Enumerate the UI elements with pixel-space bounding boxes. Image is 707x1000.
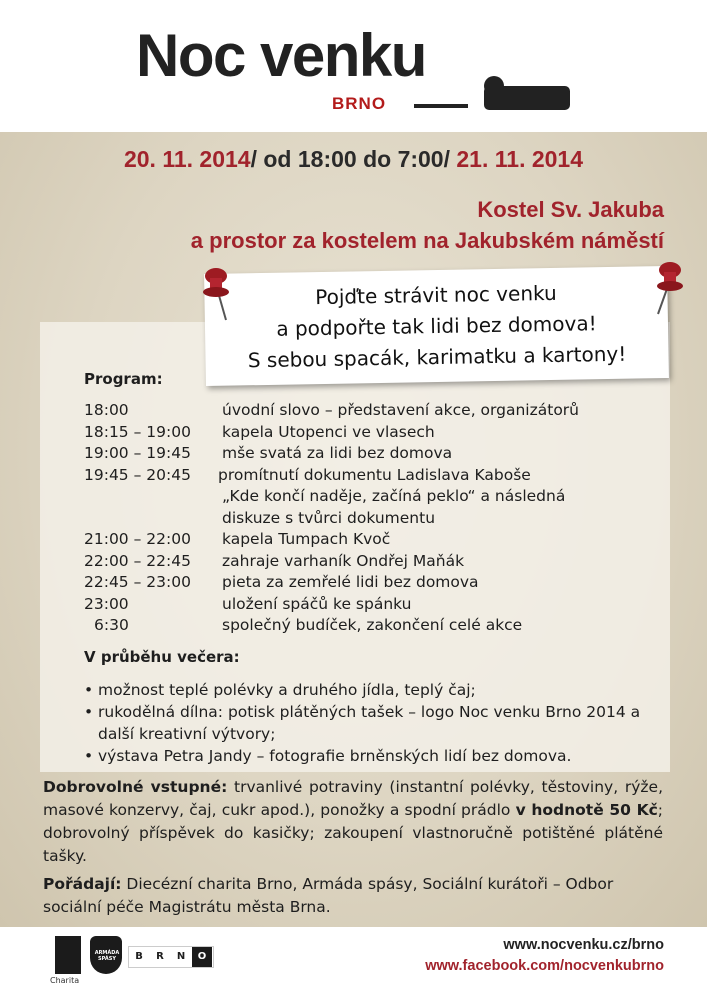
- program-time: 23:00: [84, 594, 129, 613]
- invitation-note: [204, 266, 669, 386]
- program-list: [84, 400, 664, 637]
- program-time: 22:00 – 22:45: [84, 551, 191, 570]
- program-row: [84, 422, 664, 444]
- program-desc: kapela Tumpach Kvoč: [222, 530, 391, 548]
- web-links: [425, 935, 664, 977]
- program-row: [84, 594, 664, 616]
- program-desc: mše svatá za lidi bez domova: [222, 444, 453, 462]
- organizers-text: Diecézní charita Brno, Armáda spásy, Sociální kurátoři – Odbor sociální péče Magistrátu města Brna.: [43, 875, 614, 916]
- program-row: [84, 400, 664, 422]
- logo-underline: [414, 104, 468, 108]
- program-row: [84, 443, 664, 465]
- program-time: 19:00 – 19:45: [84, 444, 191, 462]
- website-link[interactable]: www.nocvenku.cz/brno: [503, 937, 664, 953]
- brno-letter: B: [129, 947, 150, 967]
- list-item: • rukodělná dílna: potisk plátěných tašek – logo Noc venku Brno 2014 a další kreativní výtvory;: [84, 701, 664, 745]
- venue: [191, 194, 664, 256]
- program-time: [84, 486, 222, 508]
- fee-amount: v hodnotě 50 Kč: [515, 801, 658, 819]
- note-line-2: a podpořte tak lidi bez domova!: [276, 311, 597, 341]
- program-row: [84, 615, 664, 637]
- time-range: / od 18:00 do 7:00/: [250, 146, 457, 172]
- program-desc: pieta za zemřelé lidi bez domova: [222, 573, 479, 591]
- program-time: 19:45 – 20:45: [84, 465, 191, 484]
- army-label: ARMÁDA SPÁSY: [94, 950, 120, 962]
- charita-logo: [55, 936, 81, 974]
- program-row: [84, 508, 664, 530]
- list-item: • možnost teplé polévky a druhého jídla, teplý čaj;: [84, 679, 664, 701]
- fee-text-end: ; dobrovolný příspěvek do kasičky; zakoupení vlastnoručně potištěné plátěné tašky.: [43, 801, 664, 865]
- fee-text: trvanlivé potraviny (instantní polévky, těstoviny, rýže, masové konzervy, čaj, cukr apod.), ponožky a spodní prádlo: [43, 778, 663, 819]
- program-time: 21:00 – 22:00: [84, 530, 191, 548]
- brno-letter: N: [171, 947, 192, 967]
- program-desc: diskuze s tvůrci dokumentu: [222, 508, 436, 527]
- program-time: [84, 508, 222, 530]
- program-time: 18:00: [84, 401, 129, 419]
- brno-logo: [128, 946, 214, 968]
- program-desc: společný budíček, zakončení celé akce: [222, 616, 523, 634]
- fee-label: Dobrovolné vstupné:: [43, 778, 228, 796]
- program-time: 22:45 – 23:00: [84, 573, 191, 591]
- charita-label: Charita: [50, 976, 80, 985]
- program-row: [84, 529, 664, 551]
- program-desc: úvodní slovo – představení akce, organizátorů: [222, 401, 579, 419]
- program-row: [84, 572, 664, 594]
- program-row: [84, 465, 664, 487]
- venue-line-2: a prostor za kostelem na Jakubském náměstí: [190, 228, 664, 253]
- during-heading: V průběhu večera:: [84, 648, 240, 666]
- program-desc: „Kde končí naděje, začíná peklo“ a následná: [222, 487, 566, 505]
- entry-fee: [43, 776, 663, 868]
- program-time: 6:30: [94, 616, 129, 634]
- during-list: [84, 679, 664, 767]
- program-desc: zahraje varhaník Ondřej Maňák: [222, 551, 465, 570]
- note-line-3: S sebou spacák, karimatku a kartony!: [247, 341, 627, 373]
- note-line-1: Pojďte strávit noc venku: [315, 280, 557, 310]
- program-desc: promítnutí dokumentu Ladislava Kaboše: [218, 465, 531, 484]
- program-heading: Program:: [84, 370, 163, 388]
- end-date: 21. 11. 2014: [456, 146, 584, 172]
- venue-line-1: Kostel Sv. Jakuba: [477, 197, 664, 222]
- start-date: 20. 11. 2014: [123, 146, 251, 172]
- program-desc: uložení spáčů ke spánku: [222, 594, 412, 613]
- event-dates: [0, 146, 707, 173]
- program-row: [84, 551, 664, 573]
- brno-letter: R: [150, 947, 171, 967]
- facebook-link[interactable]: www.facebook.com/nocvenkubrno: [425, 958, 664, 974]
- logo-city: BRNO: [332, 94, 387, 113]
- program-time: 18:15 – 19:00: [84, 422, 191, 441]
- list-item: • výstava Petra Jandy – fotografie brněnských lidí bez domova.: [84, 745, 664, 767]
- organizers-label: Pořádají:: [43, 875, 122, 893]
- pushpin-icon: [196, 262, 240, 322]
- pushpin-icon: [646, 256, 690, 316]
- sleeper-head-icon: [484, 76, 504, 96]
- organizers: [43, 873, 663, 919]
- program-row: [84, 486, 664, 508]
- brno-letter: O: [192, 947, 213, 967]
- logo-title: Noc venku: [136, 22, 426, 89]
- poster-header: [0, 0, 707, 132]
- program-desc: kapela Utopenci ve vlasech: [222, 422, 435, 441]
